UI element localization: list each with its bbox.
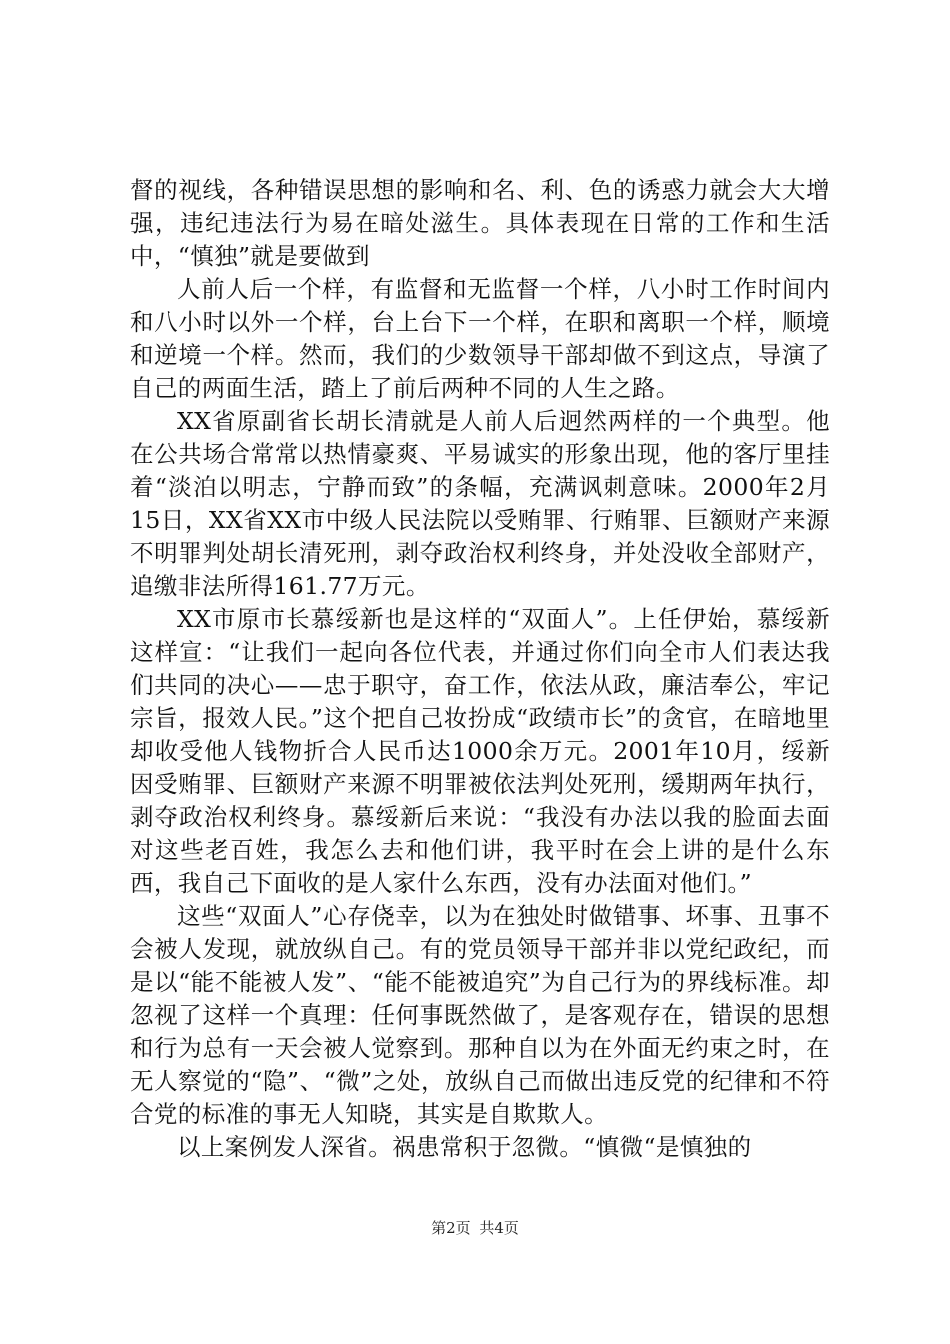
document-body: [130, 174, 830, 1164]
paragraph-continuation: 督的视线，各种错误思想的影响和名、利、色的诱惑力就会大大增强，违纪违法行为易在暗处滋生。具体表现在日常的工作和生活中，“慎独”就是要做到: [130, 176, 830, 270]
paragraph: 人前人后一个样，有监督和无监督一个样，八小时工作时间内和八小时以外一个样，台上台下一个样，在职和离职一个样，顺境和逆境一个样。然而，我们的少数领导干部却做不到这点，导演了自己的两面生活，踏上了前后两种不同的人生之路。: [130, 275, 830, 402]
paragraph: 这些“双面人”心存侥幸，以为在独处时做错事、坏事、丑事不会被人发现，就放纵自己。有的党员领导干部并非以党纪政纪，而是以“能不能被人发”、“能不能被追究”为自己行为的界线标准。却忽视了这样一个真理：任何事既然做了，是客观存在，错误的思想和行为总有一天会被人觉察到。那种自以为在外面无约束之时，在无人察觉的“隐”、“微”之处，放纵自己而做出违反党的纪律和不符合党的标准的事无人知晓，其实是自欺欺人。: [130, 902, 830, 1128]
paragraph: XX省原副省长胡长清就是人前人后迥然两样的一个典型。他在公共场合常常以热情豪爽、平易诚实的形象出现，他的客厅里挂着“淡泊以明志，宁静而致”的条幅，充满讽刺意味。2000年2月15日，XX省XX市中级人民法院以受贿罪、行贿罪、巨额财产来源不明罪判处胡长清死刑，剥夺政治权利终身，并处没收全部财产，追缴非法所得161.77万元。: [130, 407, 830, 600]
paragraph: 以上案例发人深省。祸患常积于忽微。“慎微“是慎独的: [177, 1133, 752, 1161]
page-total: 共4页: [479, 1219, 519, 1237]
paragraph: XX市原市长慕绥新也是这样的“双面人”。上任伊始，慕绥新这样宣：“让我们一起向各位代表，并通过你们向全市人们表达我们共同的决心——忠于职守，奋工作，依法从政，廉洁奉公，牢记宗旨，报效人民。”这个把自己妆扮成“政绩市长”的贪官，在暗地里却收受他人钱物折合人民币达1000余万元。2001年10月，绥新因受贿罪、巨额财产来源不明罪被依法判处死刑，缓期两年执行，剥夺政治权利终身。慕绥新后来说：“我没有办法以我的脸面去面对这些老百姓，我怎么去和他们讲，我平时在会上讲的是什么东西，我自己下面收的是人家什么东西，没有办法面对他们。”: [130, 605, 830, 897]
page-number: 第2页: [431, 1219, 471, 1237]
page-footer: [0, 1218, 950, 1238]
